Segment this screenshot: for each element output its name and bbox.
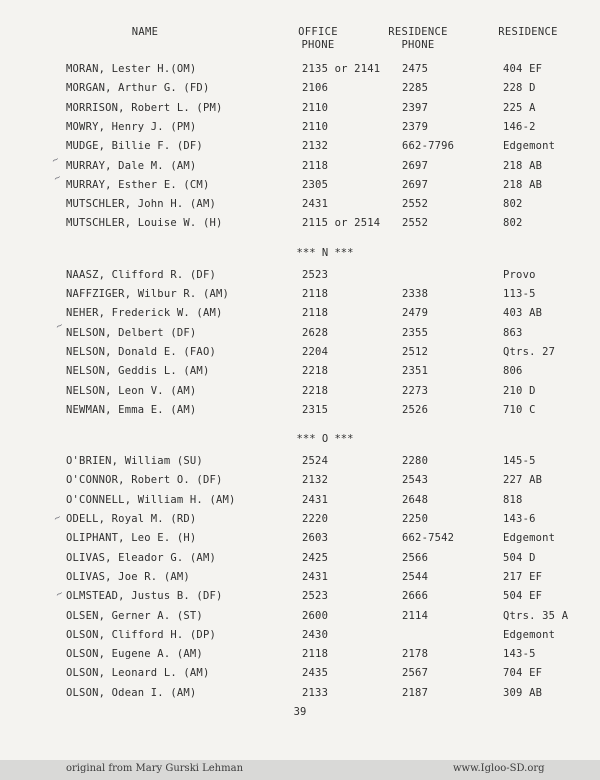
handwritten-mark: ~ <box>54 320 66 333</box>
handwritten-mark: ~ <box>52 172 64 185</box>
entry-residence-phone: 2567 <box>402 667 429 680</box>
entry-name: NEWMAN, Emma E. (AM) <box>66 403 197 416</box>
table-row <box>0 511 600 527</box>
entry-residence-phone: 2114 <box>402 609 429 622</box>
entry-office-phone: 2523 <box>302 590 329 603</box>
entry-name: OLSEN, Gerner A. (ST) <box>66 609 203 622</box>
entry-residence-phone: 2544 <box>402 570 429 583</box>
entry-office-phone: 2133 <box>302 686 329 699</box>
entry-residence-phone: 2648 <box>402 493 429 506</box>
section-divider: *** O *** <box>296 433 354 446</box>
header-res-line1: RESIDENCE <box>388 26 448 38</box>
header-office-phone <box>288 26 348 52</box>
table-row <box>0 286 600 302</box>
entry-office-phone: 2118 <box>302 648 329 661</box>
entry-name: O'BRIEN, William (SU) <box>66 455 203 468</box>
entry-office-phone: 2431 <box>302 198 329 211</box>
entry-residence-phone: 2178 <box>402 648 429 661</box>
entry-residence: Edgemont <box>503 140 556 153</box>
entry-name: NEHER, Frederick W. (AM) <box>66 307 223 320</box>
entry-office-phone: 2115 or 2514 <box>302 217 381 230</box>
entry-name: NELSON, Delbert (DF) <box>66 326 197 339</box>
entry-name: NELSON, Geddis L. (AM) <box>66 365 210 378</box>
table-row <box>0 61 600 77</box>
entry-office-phone: 2523 <box>302 268 329 281</box>
entry-office-phone: 2204 <box>302 345 329 358</box>
section-divider: *** N *** <box>296 246 354 259</box>
entry-residence-phone: 2526 <box>402 403 429 416</box>
entry-residence-phone: 662-7796 <box>402 140 455 153</box>
entry-name: NELSON, Donald E. (FAO) <box>66 345 216 358</box>
entry-residence-phone: 2666 <box>402 590 429 603</box>
entry-name: MORRISON, Robert L. (PM) <box>66 101 223 114</box>
entry-residence: 710 C <box>503 403 536 416</box>
entry-residence: 802 <box>503 198 523 211</box>
entry-residence-phone: 2512 <box>402 345 429 358</box>
entry-office-phone: 2425 <box>302 551 329 564</box>
entry-residence: Edgemont <box>503 532 556 545</box>
table-row <box>0 196 600 212</box>
entry-name: OLSON, Clifford H. (DP) <box>66 628 216 641</box>
entry-office-phone: 2431 <box>302 493 329 506</box>
entry-name: MURRAY, Esther E. (CM) <box>66 178 210 191</box>
entry-name: NELSON, Leon V. (AM) <box>66 384 197 397</box>
entry-office-phone: 2524 <box>302 455 329 468</box>
entry-name: OLIVAS, Joe R. (AM) <box>66 570 190 583</box>
footer <box>0 760 600 780</box>
table-row <box>0 569 600 585</box>
entry-residence-phone: 2187 <box>402 686 429 699</box>
entry-name: MURRAY, Dale M. (AM) <box>66 159 197 172</box>
entry-name: MUDGE, Billie F. (DF) <box>66 140 203 153</box>
entry-residence-phone: 2280 <box>402 455 429 468</box>
entry-name: OLSON, Eugene A. (AM) <box>66 648 203 661</box>
entry-residence: 227 AB <box>503 474 543 487</box>
handwritten-mark: ~ <box>50 154 62 167</box>
entry-residence: 218 AB <box>503 159 543 172</box>
entry-residence-phone: 2697 <box>402 159 429 172</box>
footer-website: www.Igloo-SD.org <box>453 763 545 774</box>
entry-residence-phone: 662-7542 <box>402 532 455 545</box>
entry-residence-phone: 2379 <box>402 120 429 133</box>
entry-residence-phone: 2543 <box>402 474 429 487</box>
table-row <box>0 530 600 546</box>
entry-residence: Qtrs. 35 A <box>503 609 569 622</box>
entry-office-phone: 2135 or 2141 <box>302 63 381 75</box>
entry-name: MORGAN, Arthur G. (FD) <box>66 82 210 95</box>
entry-name: OLMSTEAD, Justus B. (DF) <box>66 590 223 603</box>
entry-residence: 217 EF <box>503 570 543 583</box>
entry-office-phone: 2600 <box>302 609 329 622</box>
entry-office-phone: 2218 <box>302 384 329 397</box>
entry-residence-phone: 2397 <box>402 101 429 114</box>
entry-office-phone: 2628 <box>302 326 329 339</box>
table-row <box>0 119 600 135</box>
entry-name: NAFFZIGER, Wilbur R. (AM) <box>66 288 230 300</box>
table-row <box>0 267 600 283</box>
table-row <box>0 472 600 488</box>
entry-residence: Provo <box>503 268 536 281</box>
entry-office-phone: 2435 <box>302 667 329 680</box>
entry-name: MUTSCHLER, Louise W. (H) <box>66 217 223 230</box>
footer-credit: original from Mary Gurski Lehman <box>66 763 244 774</box>
table-row <box>0 665 600 681</box>
entry-office-phone: 2220 <box>302 513 329 525</box>
entry-residence: 504 D <box>503 551 536 564</box>
entry-residence: 309 AB <box>503 686 543 699</box>
entry-name: MOWRY, Henry J. (PM) <box>66 120 197 133</box>
table-row <box>0 177 600 193</box>
entry-residence-phone: 2479 <box>402 307 429 320</box>
entry-residence: 863 <box>503 326 523 339</box>
entry-name: OLIPHANT, Leo E. (H) <box>66 532 197 545</box>
entry-residence-phone: 2475 <box>402 63 429 75</box>
entry-residence-phone: 2285 <box>402 82 429 95</box>
entry-office-phone: 2431 <box>302 570 329 583</box>
entry-office-phone: 2118 <box>302 159 329 172</box>
table-row <box>0 646 600 662</box>
entry-residence-phone: 2355 <box>402 326 429 339</box>
handwritten-mark: ~ <box>52 512 64 525</box>
table-row <box>0 215 600 231</box>
table-row <box>0 608 600 624</box>
entry-office-phone: 2132 <box>302 140 329 153</box>
entry-residence-phone: 2273 <box>402 384 429 397</box>
entry-office-phone: 2132 <box>302 474 329 487</box>
table-row <box>0 685 600 701</box>
entry-name: OLIVAS, Eleador G. (AM) <box>66 551 216 564</box>
entry-residence: 504 EF <box>503 590 543 603</box>
page-number: 39 <box>293 706 307 718</box>
header-residence: RESIDENCE <box>498 26 558 38</box>
table-row <box>0 492 600 508</box>
table-row <box>0 100 600 116</box>
entry-name: MORAN, Lester H.(OM) <box>66 63 197 75</box>
entry-residence: 806 <box>503 365 523 378</box>
header-name: NAME <box>131 26 159 38</box>
entry-name: OLSON, Leonard L. (AM) <box>66 667 210 680</box>
entry-residence: 143-6 <box>503 513 536 525</box>
entry-residence: 403 AB <box>503 307 543 320</box>
table-row <box>0 138 600 154</box>
entry-office-phone: 2118 <box>302 307 329 320</box>
table-row <box>0 80 600 96</box>
entry-residence-phone: 2552 <box>402 217 429 230</box>
entry-residence: 145-5 <box>503 455 536 468</box>
entry-office-phone: 2218 <box>302 365 329 378</box>
entry-residence: 228 D <box>503 82 536 95</box>
entry-residence: Qtrs. 27 <box>503 345 556 358</box>
entry-residence: 218 AB <box>503 178 543 191</box>
entry-residence: 404 EF <box>503 63 543 75</box>
entry-residence-phone: 2338 <box>402 288 429 300</box>
entry-residence: 146-2 <box>503 120 536 133</box>
entry-residence: 210 D <box>503 384 536 397</box>
handwritten-mark: ~ <box>54 588 66 601</box>
entry-name: NAASZ, Clifford R. (DF) <box>66 268 216 281</box>
table-row <box>0 305 600 321</box>
entry-residence: 225 A <box>503 101 536 114</box>
entry-residence-phone: 2552 <box>402 198 429 211</box>
header-residence-phone <box>382 26 454 52</box>
table-row <box>0 588 600 604</box>
table-row <box>0 550 600 566</box>
entry-residence-phone: 2566 <box>402 551 429 564</box>
table-row <box>0 158 600 174</box>
table-row <box>0 383 600 399</box>
entry-residence-phone: 2351 <box>402 365 429 378</box>
entry-office-phone: 2305 <box>302 178 329 191</box>
entry-office-phone: 2106 <box>302 82 329 95</box>
table-row <box>0 453 600 469</box>
header-office-line2: PHONE <box>301 39 335 51</box>
entry-residence: 143-5 <box>503 648 536 661</box>
header-office-line1: OFFICE <box>298 26 338 38</box>
entry-residence-phone: 2250 <box>402 513 429 525</box>
entry-name: O'CONNELL, William H. (AM) <box>66 493 236 506</box>
entry-residence: 113-5 <box>503 288 536 300</box>
entry-office-phone: 2118 <box>302 288 329 300</box>
entry-name: OLSON, Odean I. (AM) <box>66 686 197 699</box>
table-row <box>0 627 600 643</box>
table-row <box>0 402 600 418</box>
entry-office-phone: 2315 <box>302 403 329 416</box>
entry-residence: 818 <box>503 493 523 506</box>
entry-name: ODELL, Royal M. (RD) <box>66 513 197 525</box>
entry-office-phone: 2430 <box>302 628 329 641</box>
entry-name: MUTSCHLER, John H. (AM) <box>66 198 216 211</box>
entry-office-phone: 2110 <box>302 120 329 133</box>
entry-residence: Edgemont <box>503 628 556 641</box>
table-row <box>0 344 600 360</box>
entry-residence: 802 <box>503 217 523 230</box>
table-row <box>0 363 600 379</box>
entry-name: O'CONNOR, Robert O. (DF) <box>66 474 223 487</box>
entry-residence: 704 EF <box>503 667 543 680</box>
entry-office-phone: 2603 <box>302 532 329 545</box>
table-row <box>0 325 600 341</box>
header-res-line2: PHONE <box>401 39 435 51</box>
entry-office-phone: 2110 <box>302 101 329 114</box>
entry-residence-phone: 2697 <box>402 178 429 191</box>
